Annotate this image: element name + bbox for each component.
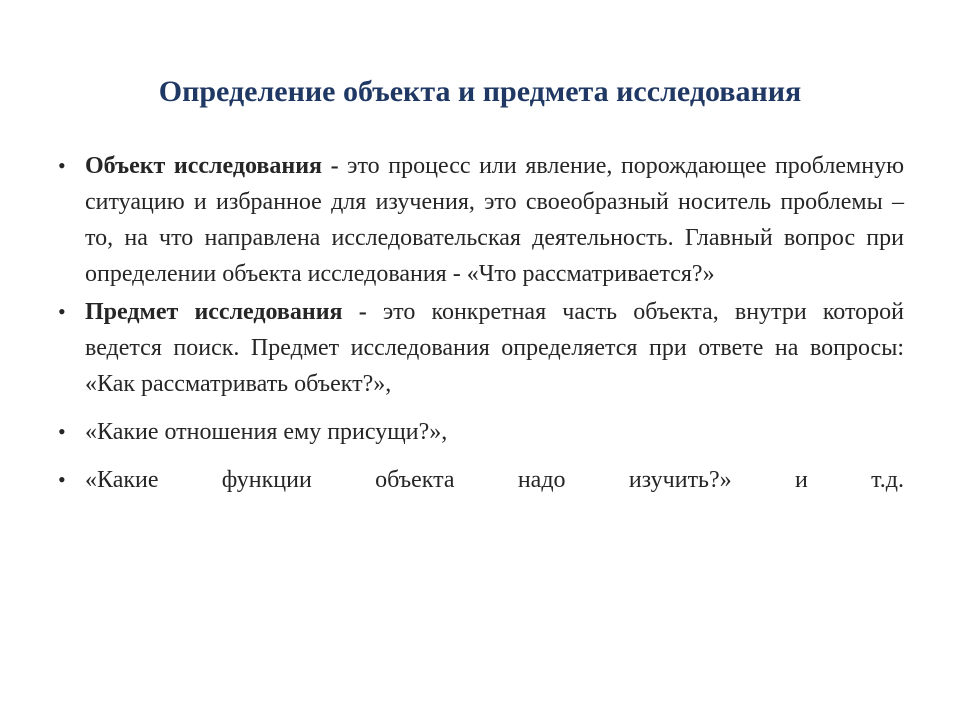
relations-question-text: «Какие отношения ему присущи?», bbox=[85, 419, 448, 445]
term-subject: Предмет исследования - bbox=[85, 299, 367, 325]
bullet-dot-icon: • bbox=[58, 153, 66, 178]
bullet-dot-icon: • bbox=[58, 419, 66, 444]
bullet-item-object bbox=[58, 148, 904, 292]
bullet-list bbox=[58, 148, 904, 498]
bullet-item-subject bbox=[58, 294, 904, 402]
term-object: Объект исследования - bbox=[85, 153, 339, 179]
bullet-dot-icon: • bbox=[58, 467, 66, 492]
bullet-item-relations-question bbox=[58, 414, 904, 450]
definition-object: это процесс или явление, порождающее проблемную ситуацию и избранное для изучения, это своеобразный носитель проблемы – то, на что направлена исследовательская деятельность. Главный вопрос при определении объекта исследования - «Что рассматривается?» bbox=[85, 153, 904, 287]
functions-question-text: «Какие функции объекта надо изучить?» и т.д. bbox=[85, 467, 904, 493]
definition-subject: это конкретная часть объекта, внутри которой ведется поиск. Предмет исследования определяется при ответе на вопросы: «Как рассматривать объект?», bbox=[85, 299, 904, 397]
bullet-item-functions-question bbox=[58, 462, 904, 498]
bullet-dot-icon: • bbox=[58, 299, 66, 324]
slide-title: Определение объекта и предмета исследования bbox=[158, 75, 802, 108]
